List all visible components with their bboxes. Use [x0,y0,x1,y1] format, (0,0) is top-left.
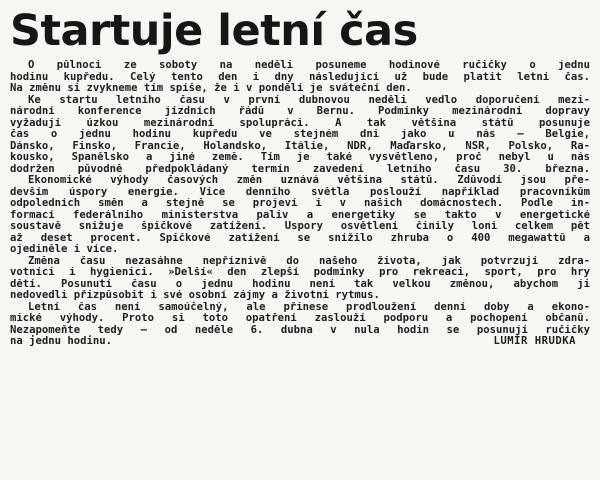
text-line: hodinu kupředu. Celý tento den i dny následující už bude platit letní čas. [10,71,590,83]
text-line: dodržen původně předpokládaný termín zavedení letního času 30. března. [10,163,590,175]
paragraph-health [10,256,590,302]
author-signature: LUMÍR HRUDKA [493,335,576,347]
closing-line [10,336,590,348]
text-line: devším úspory energie. Více denního světla poslouží například pracovníkům [10,186,590,198]
text-line: Dánsko, Finsko, Francie, Holandsko, Itálie, NDR, Maďarsko, NSR, Polsko, Ra- [10,140,590,152]
paragraph-conference [10,95,590,176]
paragraph-intro [10,60,590,95]
text-line: nedovedli přizpůsobit i své osobní zájmy a životní rytmus. [10,290,380,301]
text-line: formací federálního ministerstva paliv a energetiky se takto v energetické [10,209,590,221]
text-line: národní konference jízdních řádů v Bernu. Podmínky mezinárodní dopravy [10,106,590,117]
text-line: kousko, Španělsko a jiné země. Tím je také vysvětleno, proč nebyl u nás [10,152,590,163]
text-line: soustavě snižuje špičkové zatížení. Úspory osvětlení činily loni celkem pět [10,221,590,232]
closing-text: na jednu hodinu. [10,335,113,347]
text-line: Změna času nezasáhne nepříznivě do našeho života, jak potvrzují zdra- [28,255,590,267]
text-line: Ekonomické výhody časových změn uznává většina států. Zdůvodí jsou pře- [28,175,590,186]
text-line: vyžadují úzkou mezinárodní spolupráci. A tak většina států posunuje [10,117,590,129]
text-line: O půlnoci ze soboty na neděli posuneme hodinové ručičky o jednu [28,60,590,71]
text-line: Na změnu si zvykneme tím spíše, že i v pondělí je sváteční den. [10,83,412,94]
text-line: ojediněle i více. [10,244,119,255]
text-line: dětí. Posunutí času o jednu hodinu není tak velkou změnou, abychom ji [10,278,590,290]
text-line: mické výhody. Proto si toto opatření zaslouží podporu a pochopení občanů. [10,313,590,324]
text-line: čas o jednu hodinu kupředu ve stejném dni jako u nás — Belgie, [10,129,590,140]
text-line: Nezapomeňte tedy — od neděle 6. dubna v nula hodin se posunují ručičky [10,324,590,336]
text-line: odpoledních směn a stejně se projeví i v našich domácnostech. Podle in- [10,198,590,209]
text-line: až deset procent. Špičkové zatížení se snížilo zhruba o 400 megawattů a [10,232,590,244]
text-line: Ke startu letního času v první dubnovou neděli vedlo doporučení mezi- [28,94,590,106]
paragraph-conclusion [10,302,590,348]
headline: Startuje letní čas [10,6,418,56]
text-line: votníci i hygienici. »Delší« den zlepší podmínky pro rekreaci, sport, pro hry [10,267,590,278]
article-body [10,60,590,348]
paragraph-economics [10,175,590,256]
text-line: Letní čas není samoúčelný, ale přinese prodloužení denní doby a ekono- [28,301,590,313]
